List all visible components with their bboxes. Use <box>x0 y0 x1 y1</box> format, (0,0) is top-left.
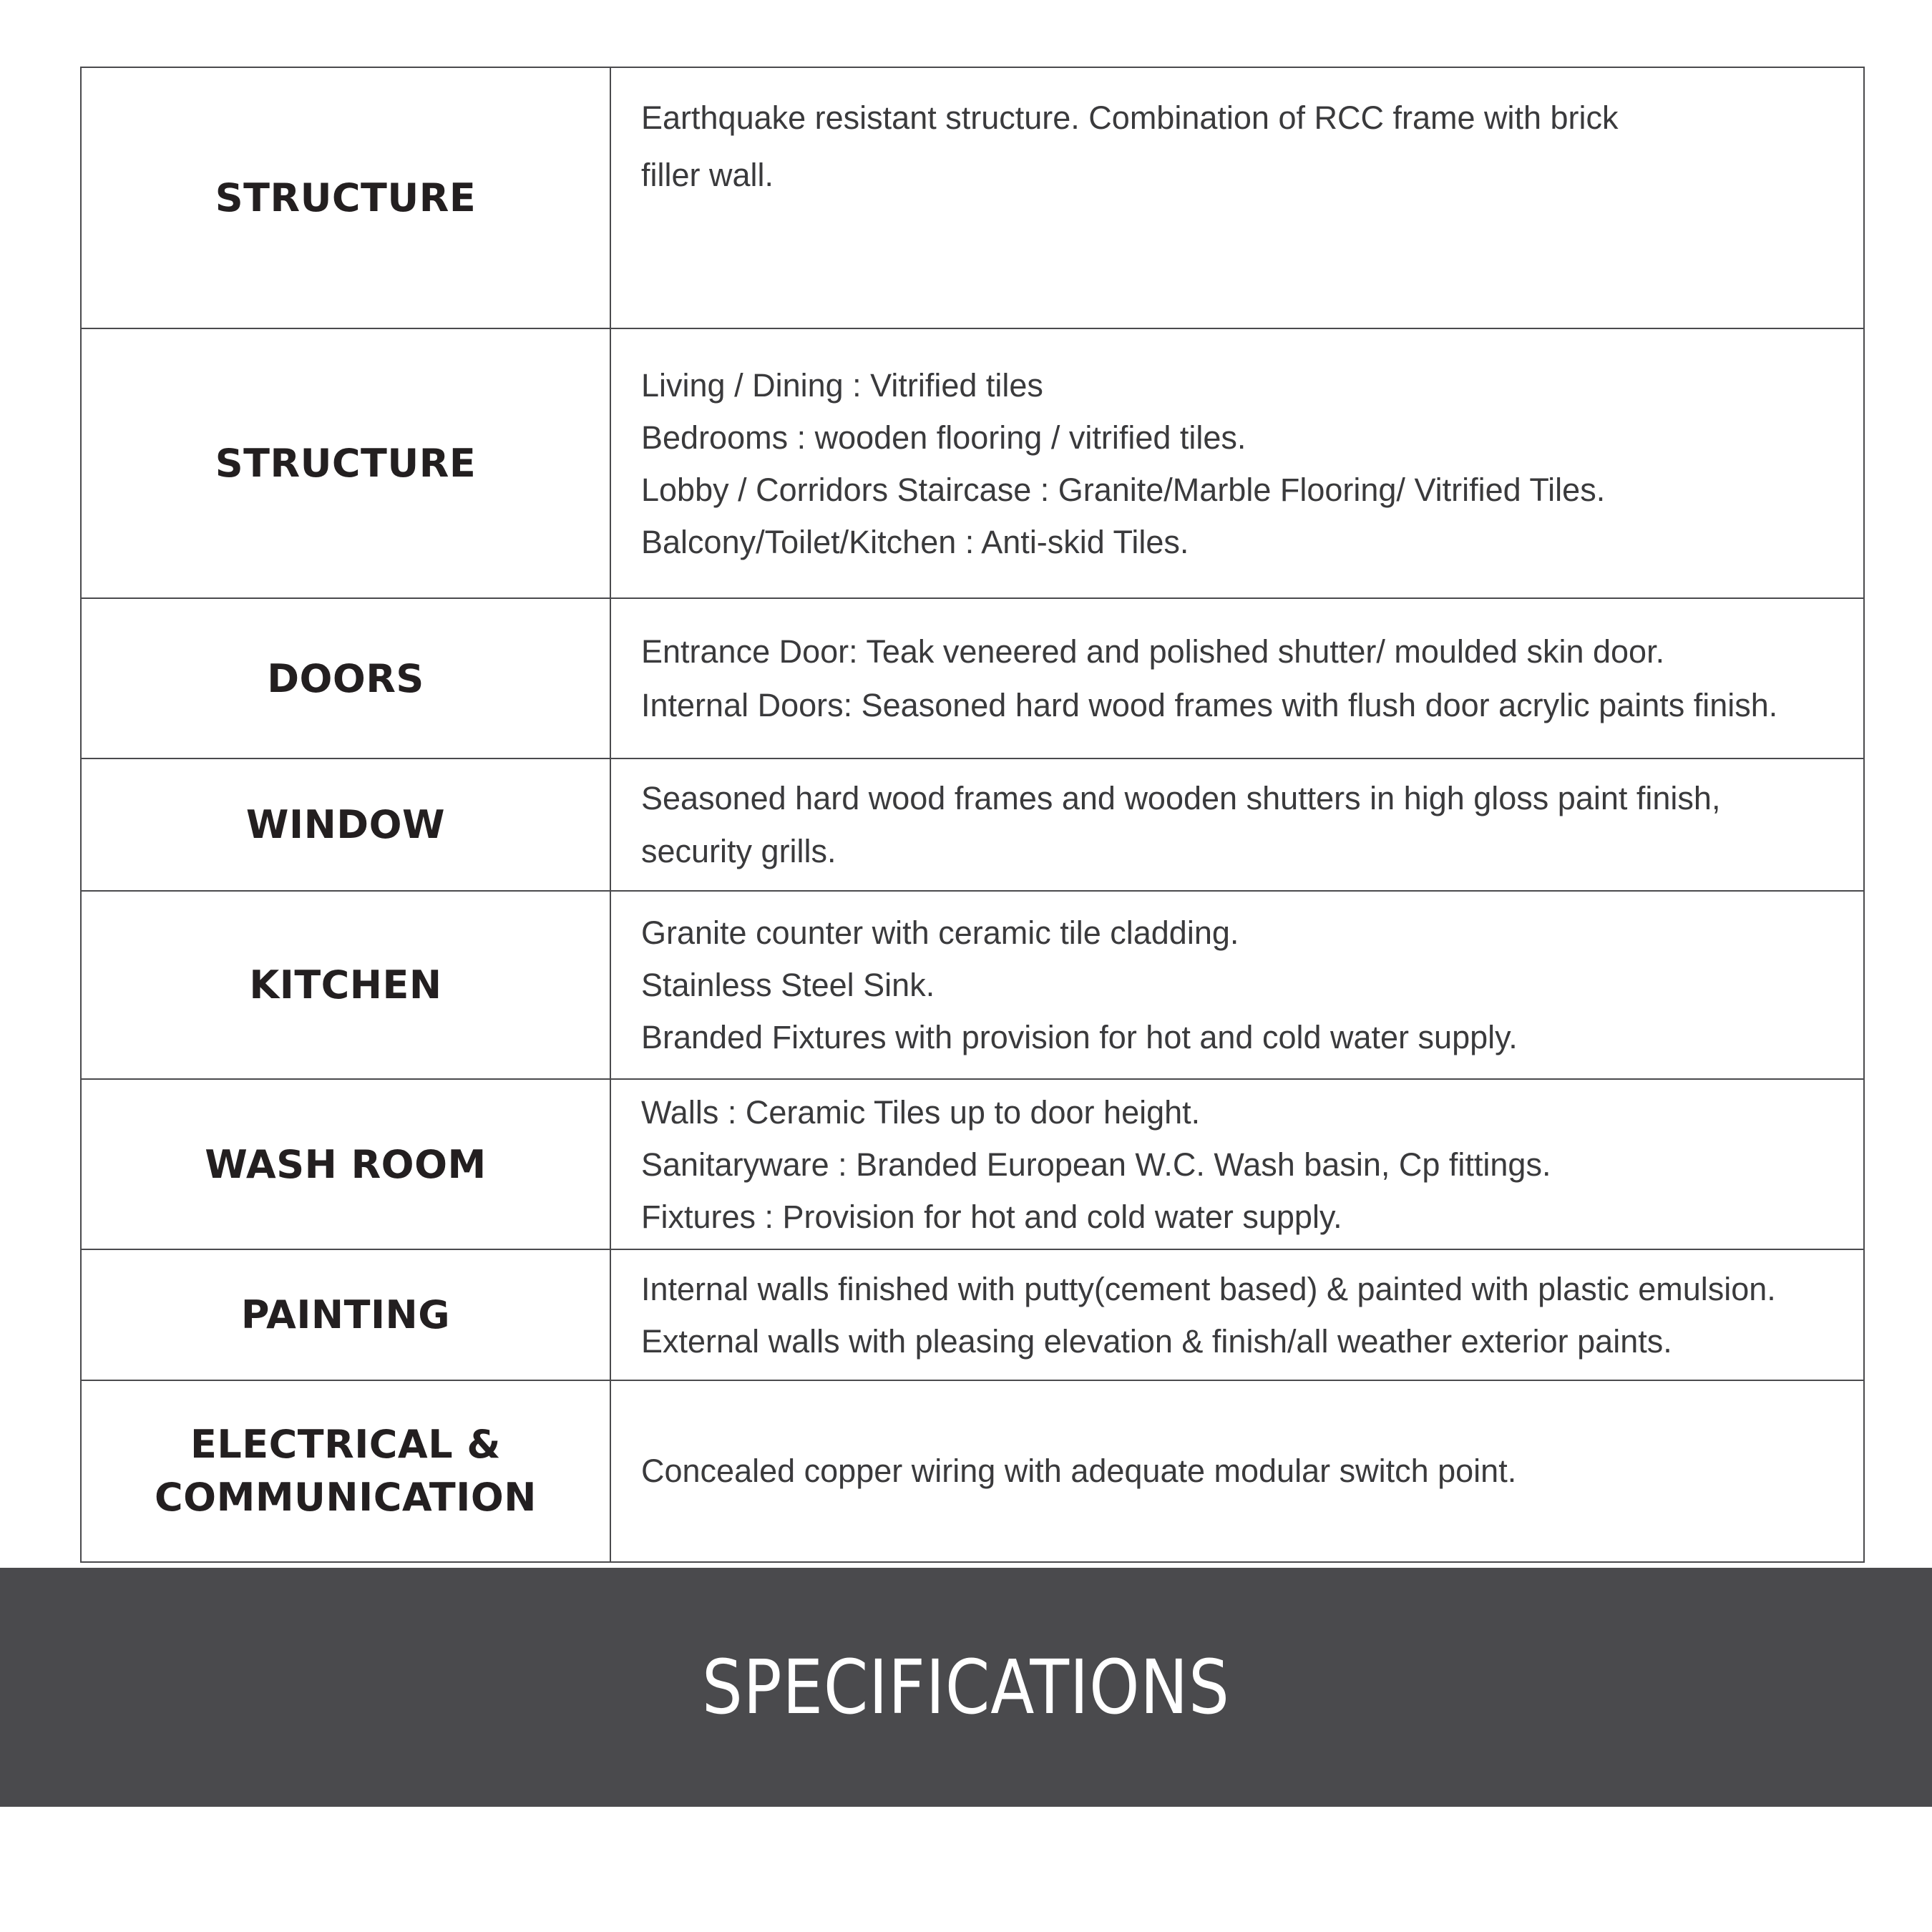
spec-category <box>81 1079 610 1249</box>
description-line: Living / Dining : Vitrified tiles <box>641 366 1043 404</box>
description-line: security grills. <box>641 832 836 869</box>
spec-category <box>81 1380 610 1562</box>
description-line: External walls with pleasing elevation & finish/all weather exterior paints. <box>641 1322 1672 1360</box>
category-label: STRUCTURE <box>215 175 477 220</box>
category-label: COMMUNICATION <box>155 1475 537 1520</box>
spec-description <box>610 758 1864 891</box>
spec-row-structure <box>81 67 1864 328</box>
description-line: Stainless Steel Sink. <box>641 967 935 1003</box>
spec-category <box>81 67 610 328</box>
specifications-table <box>80 67 1865 1563</box>
spec-description <box>610 328 1864 598</box>
spec-category <box>81 1249 610 1380</box>
category-label: DOORS <box>267 655 424 701</box>
spec-description <box>610 891 1864 1079</box>
spec-description <box>610 598 1864 758</box>
spec-description <box>610 1079 1864 1249</box>
description-line: Earthquake resistant structure. Combination of RCC frame with brick <box>641 99 1619 136</box>
spec-row-electrical <box>81 1380 1864 1562</box>
spec-category <box>81 598 610 758</box>
spec-description <box>610 67 1864 328</box>
spec-row-wash-room <box>81 1079 1864 1249</box>
spec-row-window <box>81 758 1864 891</box>
description-line: Walls : Ceramic Tiles up to door height. <box>641 1093 1201 1131</box>
description-line: Sanitaryware : Branded European W.C. Wash basin, Cp fittings. <box>641 1146 1551 1183</box>
description-line: Fixtures : Provision for hot and cold water supply. <box>641 1198 1342 1235</box>
category-label: WASH ROOM <box>205 1141 487 1187</box>
spec-category <box>81 328 610 598</box>
description-line: Branded Fixtures with provision for hot and cold water supply. <box>641 1019 1518 1055</box>
category-label: STRUCTURE <box>215 441 477 486</box>
category-label: KITCHEN <box>249 962 442 1008</box>
description-line: Granite counter with ceramic tile cladding. <box>641 914 1239 951</box>
banner-title: SPECIFICATIONS <box>702 1644 1230 1731</box>
spec-row-doors <box>81 598 1864 758</box>
spec-row-flooring <box>81 328 1864 598</box>
description-line: Concealed copper wiring with adequate modular switch point. <box>641 1453 1517 1489</box>
description-line: Seasoned hard wood frames and wooden shutters in high gloss paint finish, <box>641 779 1721 816</box>
category-label: WINDOW <box>245 801 446 847</box>
description-line: filler wall. <box>641 157 774 193</box>
description-line: Lobby / Corridors Staircase : Granite/Marble Flooring/ Vitrified Tiles. <box>641 471 1606 508</box>
spec-description <box>610 1249 1864 1380</box>
category-label: PAINTING <box>240 1292 451 1337</box>
description-line: Bedrooms : wooden flooring / vitrified tiles. <box>641 419 1246 456</box>
description-line: Balcony/Toilet/Kitchen : Anti-skid Tiles. <box>641 523 1189 560</box>
spec-category <box>81 758 610 891</box>
spec-row-kitchen <box>81 891 1864 1079</box>
description-line: Internal walls finished with putty(cement based) & painted with plastic emulsion. <box>641 1270 1776 1307</box>
category-label: ELECTRICAL & <box>190 1422 502 1467</box>
description-line: Entrance Door: Teak veneered and polished shutter/ moulded skin door. <box>641 633 1665 670</box>
description-line: Internal Doors: Seasoned hard wood frames with flush door acrylic paints finish. <box>641 687 1778 723</box>
spec-row-painting <box>81 1249 1864 1380</box>
spec-description <box>610 1380 1864 1562</box>
spec-category <box>81 891 610 1079</box>
specifications-banner <box>0 1568 1932 1807</box>
